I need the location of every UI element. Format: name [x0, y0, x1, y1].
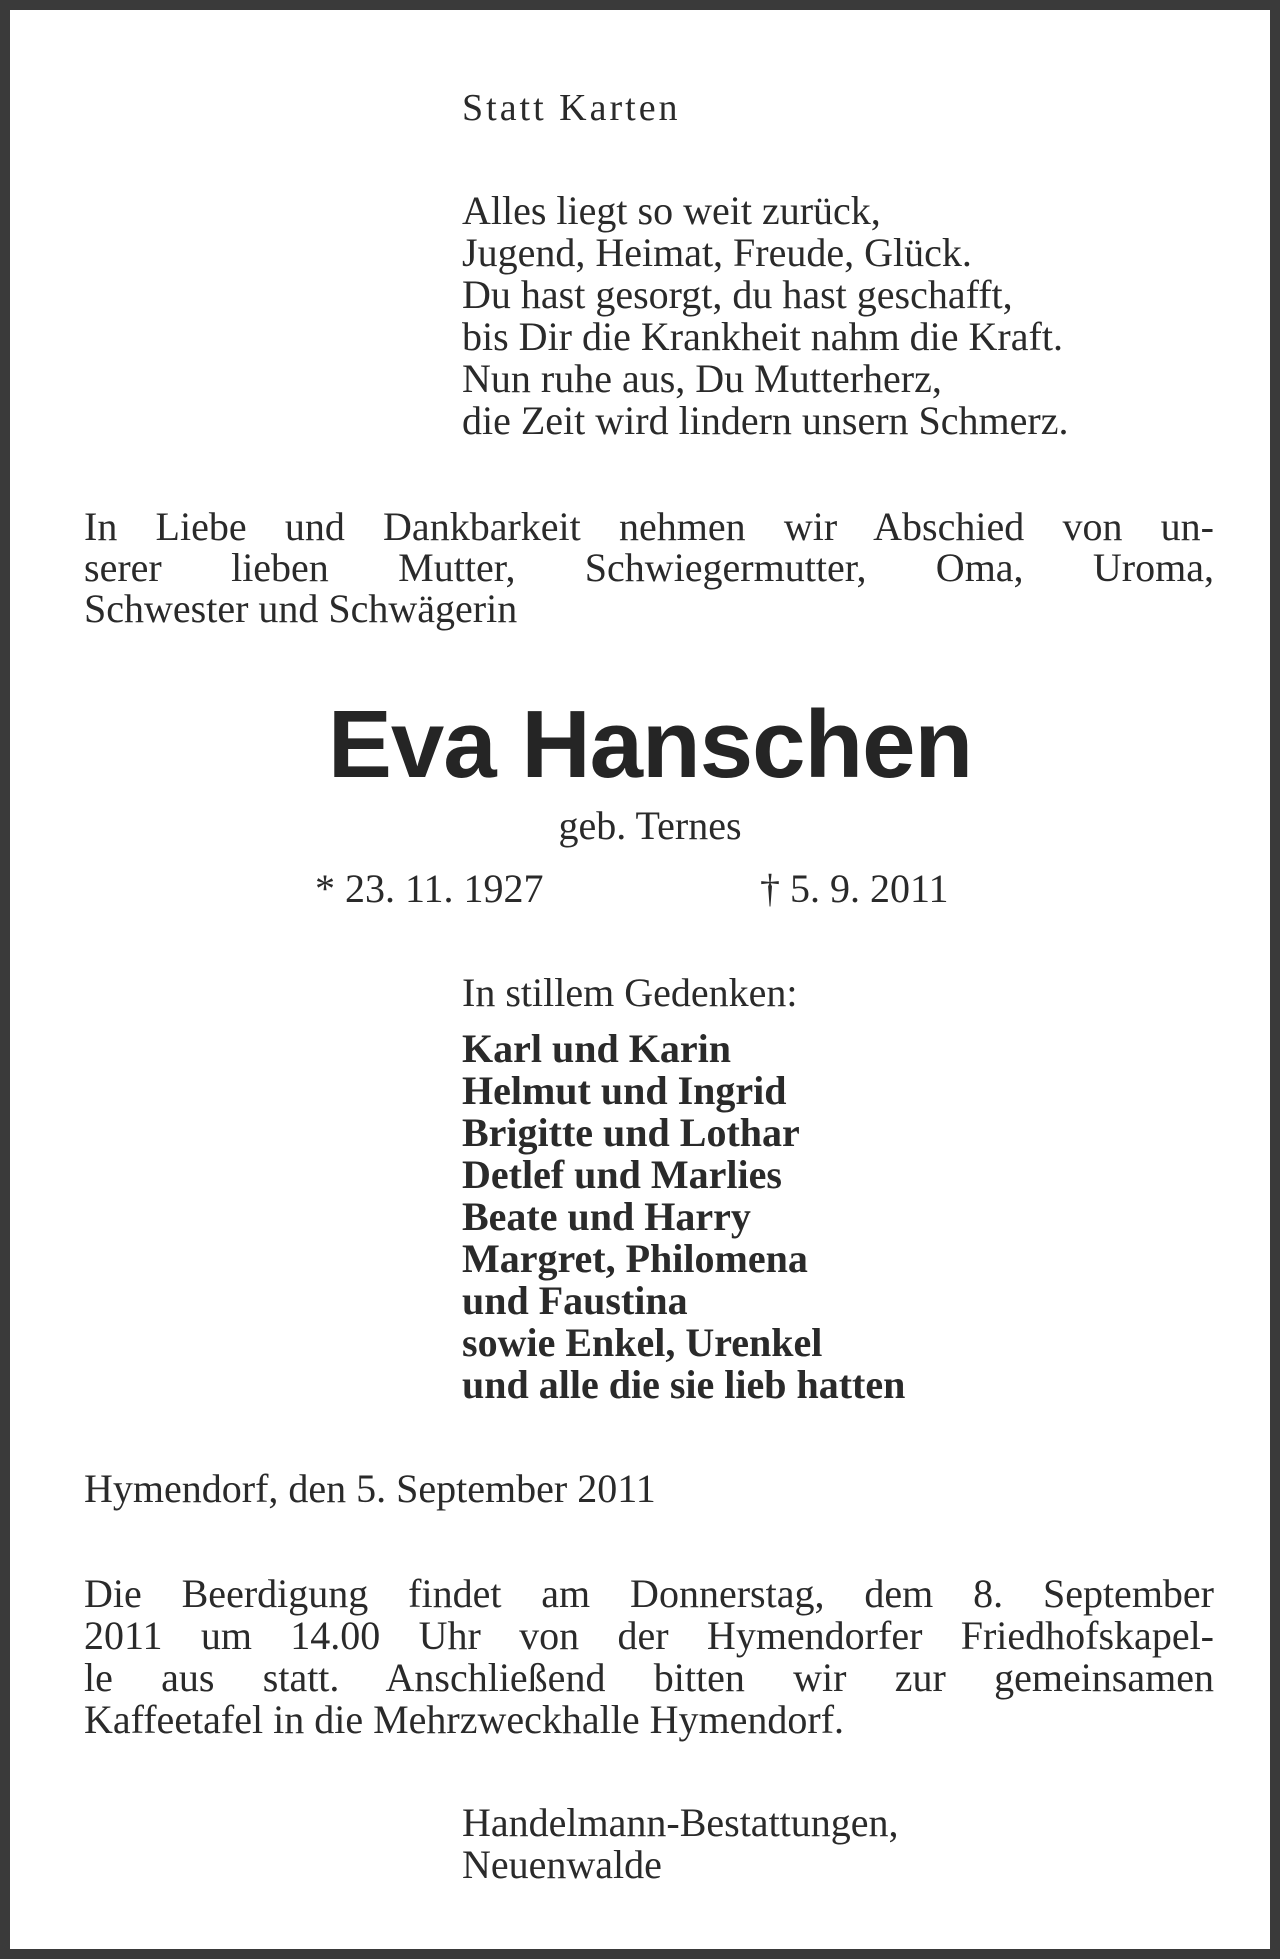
poem — [462, 190, 1068, 442]
mourner-line: Helmut und Ingrid — [462, 1068, 787, 1113]
mourner-line: Beate und Harry — [462, 1194, 751, 1239]
intro-paragraph — [84, 506, 1214, 629]
poem-line: Alles liegt so weit zurück, — [462, 188, 881, 233]
funeral-line: le aus statt. Anschließend bitten wir zur gemeinsamen — [84, 1655, 1214, 1700]
undertaker-line: Handelmann-Bestattungen, — [462, 1800, 899, 1845]
poem-line: Nun ruhe aus, Du Mutterherz, — [462, 356, 942, 401]
mourner-line: und Faustina — [462, 1278, 688, 1323]
poem-line: bis Dir die Krankheit nahm die Kraft. — [462, 314, 1063, 359]
poem-line: die Zeit wird lindern unsern Schmerz. — [462, 398, 1069, 443]
statt-karten-header: Statt Karten — [462, 87, 681, 129]
mourner-line: Brigitte und Lothar — [462, 1110, 800, 1155]
funeral-line: 2011 um 14.00 Uhr von der Hymendorfer Friedhofskapel- — [84, 1613, 1214, 1658]
death-date: † 5. 9. 2011 — [760, 866, 949, 911]
intro-line: serer lieben Mutter, Schwiegermutter, Oma, Uroma, — [84, 545, 1214, 590]
poem-line: Jugend, Heimat, Freude, Glück. — [462, 230, 972, 275]
poem-line: Du hast gesorgt, du hast geschafft, — [462, 272, 1013, 317]
mourner-line: Margret, Philomena — [462, 1236, 808, 1281]
mourners-list — [462, 1028, 905, 1406]
mourners-heading: In stillem Gedenken: — [462, 970, 798, 1015]
intro-line: In Liebe und Dankbarkeit nehmen wir Abschied von un- — [84, 504, 1214, 549]
funeral-line: Die Beerdigung findet am Donnerstag, dem 8. September — [84, 1571, 1214, 1616]
funeral-paragraph — [84, 1573, 1214, 1741]
undertaker-line: Neuenwalde — [462, 1842, 662, 1887]
place-and-date: Hymendorf, den 5. September 2011 — [84, 1466, 656, 1511]
mourner-line: Detlef und Marlies — [462, 1152, 782, 1197]
undertaker — [462, 1802, 899, 1886]
mourner-line: Karl und Karin — [462, 1026, 731, 1071]
mourner-line: und alle die sie lieb hatten — [462, 1362, 906, 1407]
deceased-name: Eva Hanschen — [327, 691, 973, 798]
funeral-line: Kaffeetafel in die Mehrzweckhalle Hymendorf. — [84, 1697, 845, 1742]
birth-date: * 23. 11. 1927 — [315, 866, 544, 911]
mourner-line: sowie Enkel, Urenkel — [462, 1320, 823, 1365]
maiden-name: geb. Ternes — [558, 803, 742, 848]
intro-line: Schwester und Schwägerin — [84, 586, 518, 631]
